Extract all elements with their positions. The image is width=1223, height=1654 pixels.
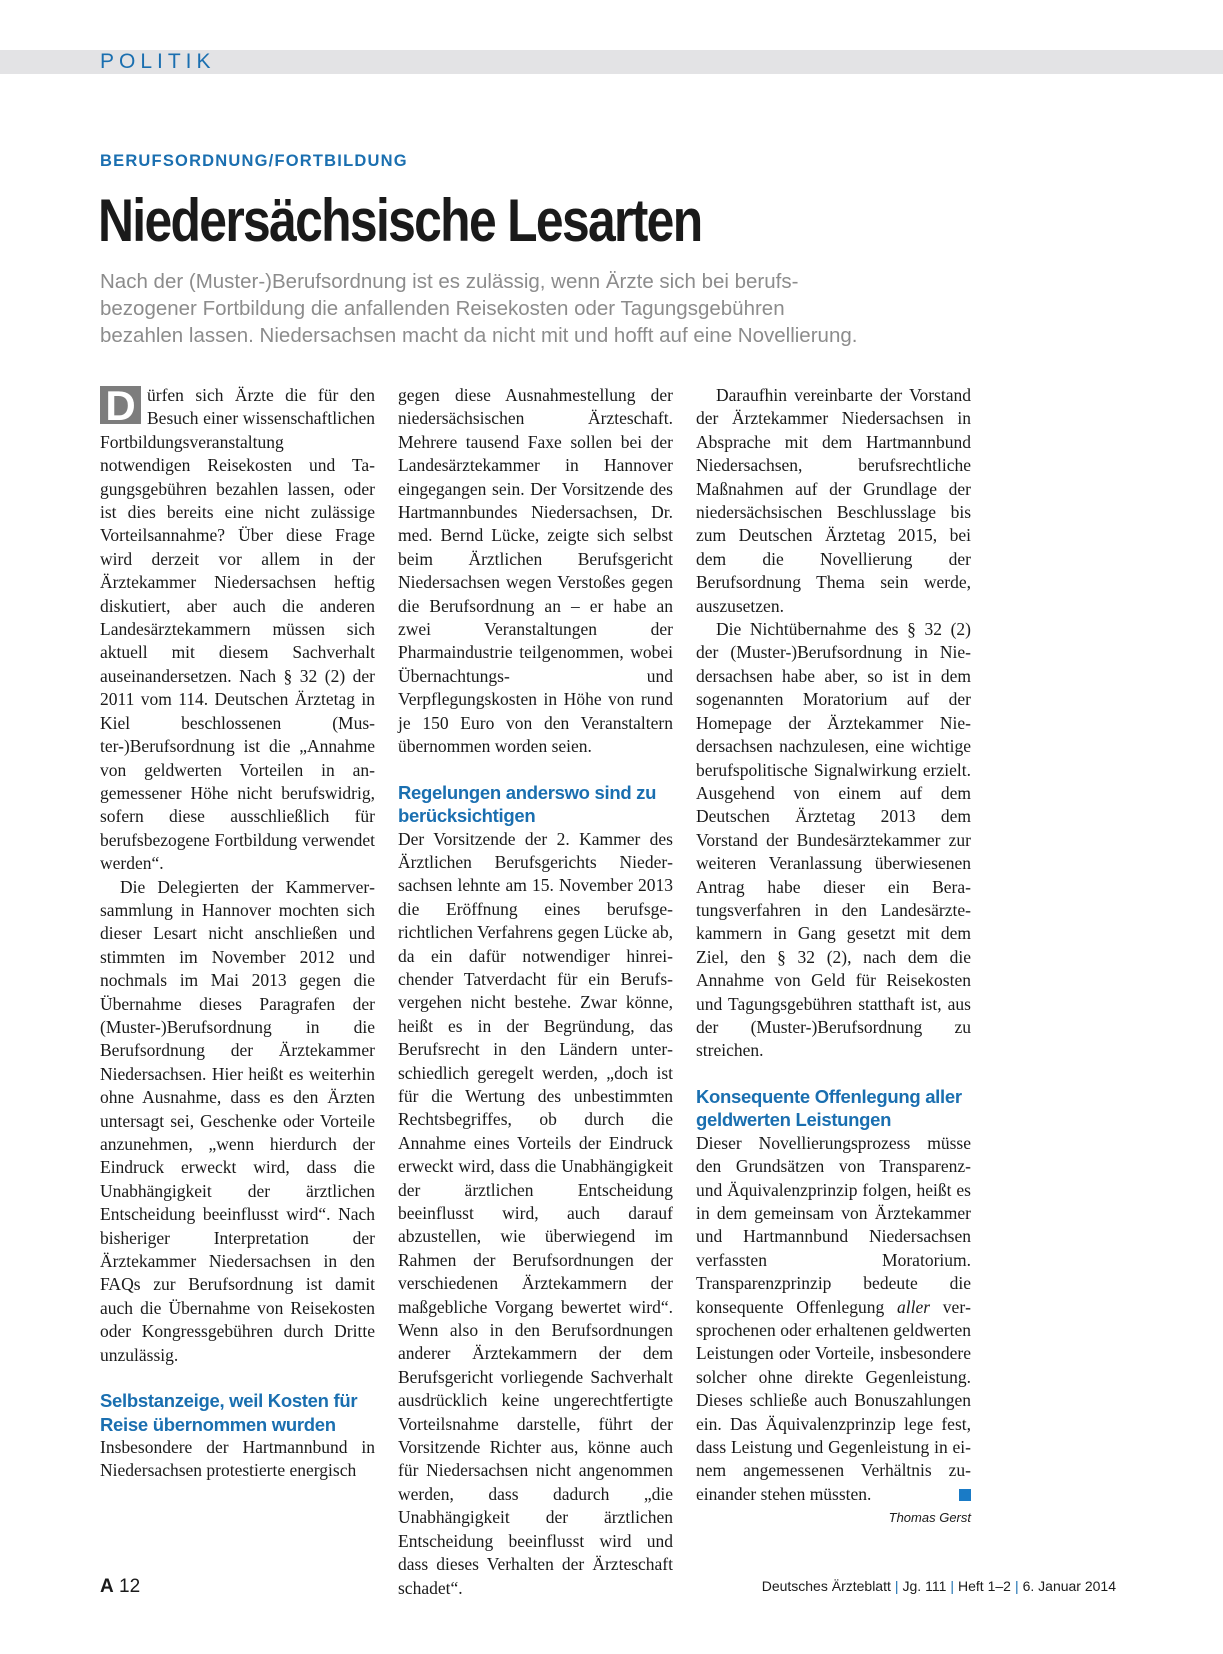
- paragraph-continuation: gegen diese Ausnahmestellung der niedersächsischen Ärzteschaft. Mehrere tausend Faxe sollen bei der Landesärztekammer in Hannover eingegangen sein. Der Vorsitzende des Hartmannbundes Niedersachsen, Dr. med. Bernd Lücke, zeigte sich selbst beim Ärztlichen Berufsgericht Niedersachsen wegen Verstoßes gegen die Berufsordnung an – er habe an zwei Veranstaltungen der Pharmaindustrie teilgenommen, wobei Übernachtungs- und Verpflegungskosten in Höhe von rund je 150 Euro von den Veranstaltern übernommen worden seien.: [398, 385, 673, 757]
- page-number: [100, 1576, 140, 1598]
- emphasis: aller: [897, 1296, 931, 1317]
- article-title: Niedersächsische Lesarten: [98, 187, 702, 254]
- column-3: [696, 384, 971, 1528]
- column-2: [398, 384, 673, 1600]
- article-lead: [100, 268, 980, 349]
- section-label: POLITIK: [100, 50, 216, 73]
- lead-line: Nach der (Muster-)Berufsordnung ist es zulässig, wenn Ärzte sich bei berufs-: [100, 270, 799, 293]
- paragraph: Die Delegierten der Kammerversammlung in Hannover mochten sich dieser Lesart nicht anschließen und stimmten im November 2012 und nochmals im Mai 2013 gegen die Übernahme dieses Paragrafen der (Muster-)Berufsordnung in die Berufsordnung der Ärztekammer Niedersachsen. Hier heißt es weiterhin ohne Ausnahme, dass es den Ärzten untersagt sei, Geschenke oder Vorteile anzunehmen, „wenn hierdurch der Eindruck erweckt wird, dass die Unabhängigkeit der ärztlichen Entscheidung beeinflusst wird“. Nach bisheriger Interpretation der Ärztekammer Niedersachsen in den FAQs zur Berufsordnung ist damit auch die Übernahme von Reisekosten oder Kongressgebühren durch Dritte unzulässig.: [100, 876, 375, 1365]
- subheading: Regelungen anderswo sind zu berücksichtigen: [398, 781, 657, 826]
- journal-volume: Jg. 111: [902, 1578, 947, 1594]
- paragraph: Daraufhin vereinbarte der Vorstand der Ärztekammer Niedersachsen in Absprache mit dem Hartmannbund Niedersachsen, berufsrechtliche Maßnahmen auf der Grundlage der niedersächsischen Beschlusslage bis zum Deutschen Ärztetag 2015, bei dem die Novellierung der Berufsordnung Thema sein werde, auszusetzen.: [696, 385, 971, 616]
- dropcap: D: [100, 386, 141, 424]
- journal-footer: Deutsches Ärzteblatt | Jg. 111 | Heft 1–2 | 6. Januar 2014: [761, 1578, 1116, 1594]
- subheading: Selbstanzeige, weil Kosten für Reise übernommen wurden: [100, 1390, 358, 1435]
- paragraph-text: Dieser Novellierungsprozess müsse den Grundsätzen von Transparenz- und Äquivalenzprinzip folgen, heißt es in dem gemeinsam von Ärztekammer und Hartmannbund Niedersachsen verfassten Moratorium. Transparenzprinzip bedeute die konsequente Offenlegung: [696, 1132, 971, 1317]
- article-kicker: BERUFSORDNUNG/FORTBILDUNG: [100, 152, 408, 170]
- author-name: Thomas Gerst: [888, 1510, 971, 1526]
- column-1: [100, 384, 375, 1483]
- subheading: Konsequente Offenlegung aller geldwerten Leistungen: [696, 1085, 962, 1131]
- end-mark-icon: [959, 1489, 971, 1501]
- paragraph-text: versprochenen oder erhaltenen geldwerten Leistungen oder Vorteile, insbesondere solcher ohne direkte Gegenleistung. Dieses schließe auch Bonuszahlungen ein. Das Äquivalenzprinzip lege fest, dass Leistung und Gegenleistung in einem angemessenen Verhältnis zueinander stehen müssten.: [696, 1296, 971, 1504]
- page-prefix: A: [100, 1576, 114, 1597]
- paragraph: [100, 384, 375, 876]
- paragraph-text: ürfen sich Ärzte die für den Besuch einer wissenschaftlichen Fortbildungsveranstaltung notwendigen Reisekosten und Tagungsgebühren bezahlen lassen, oder ist dies bereits eine nicht zulässige Vorteilsannahme? Über diese Frage wird derzeit vor allem in der Ärztekammer Niedersachsen heftig diskutiert, aber auch die anderen Landesärztekammern müssen sich aktuell mit diesem Sachverhalt auseinandersetzen. Nach § 32 (2) der 2011 vom 114. Deutschen Ärztetag in Kiel beschlossenen (Muster-)Berufsordnung ist die „Annahme von geldwerten Vorteilen in angemessener Höhe nicht berufswidrig, sofern diese ausschließlich für berufsbezogene Fortbildung verwendet werden“.: [100, 385, 375, 874]
- paragraph: Der Vorsitzende der 2. Kammer des Ärztlichen Berufsgerichts Niedersachsen lehnte am 15. November 2013 die Eröffnung eines berufsgerichtlichen Verfahrens gegen Lücke ab, da ein dafür notwendiger hinreichender Tatverdacht für ein Berufsvergehen nicht bestehe. Zwar könne, heißt es in der Begründung, das Berufsrecht in den Ländern unterschiedlich geregelt werden, „doch ist für die Wertung des unbestimmten Rechtsbegriffes, ob durch die Annahme eines Vorteils der Eindruck erweckt wird, dass die Unabhängigkeit der ärztlichen Entscheidung beeinflusst wird, auch darauf abzustellen, wie überwiegend im Rahmen der Berufsordnungen der verschiedenen Ärztekammern der maßgebliche Vorgang bewertet wird“. Wenn also in den Berufsordnungen anderer Ärztekammern der dem Berufsgericht vorliegende Sachverhalt ausdrücklich keine ungerechtfertigte Vorteilsnahme darstelle, führt der Vorsitzende Richter aus, könne auch für Niedersachsen nicht angenommen werden, dass dadurch „die Unabhängigkeit der ärztlichen Entscheidung beeinflusst wird und dass dieses Verhalten der Ärzteschaft schadet“.: [398, 828, 673, 1598]
- lead-line: bezogener Fortbildung die anfallenden Reisekosten oder Tagungsgebühren: [100, 297, 785, 320]
- paragraph: [696, 1132, 971, 1507]
- journal-issue: Heft 1–2: [958, 1578, 1011, 1594]
- journal-name: Deutsches Ärzteblatt: [761, 1578, 891, 1594]
- paragraph: Die Nichtübernahme des § 32 (2) der (Muster-)Berufsordnung in Niedersachsen habe aber, so ist in dem sogenannten Moratorium auf der Homepage der Ärztekammer Niedersachsen nachzulesen, eine wichtige berufspolitische Signalwirkung erzielt. Ausgehend von einem auf dem Deutschen Ärztetag 2013 dem Vorstand der Bundesärztekammer zur weiteren Veranlassung überwiesenen Antrag habe dieser ein Beratungsverfahren in den Landesärztekammern in Gang gesetzt mit dem Ziel, den § 32 (2), nach dem die Annahme von Geld für Reisekosten und Tagungsgebühren statthaft ist, aus der (Muster-)Berufsordnung zu streichen.: [696, 619, 971, 1061]
- page-number-value: 12: [119, 1576, 141, 1597]
- lead-line: bezahlen lassen. Niedersachsen macht da nicht mit und hofft auf eine Novellierung.: [100, 324, 858, 347]
- paragraph: Insbesondere der Hartmannbund in Niedersachsen protestierte energisch: [100, 1437, 375, 1481]
- journal-date: 6. Januar 2014: [1022, 1578, 1116, 1594]
